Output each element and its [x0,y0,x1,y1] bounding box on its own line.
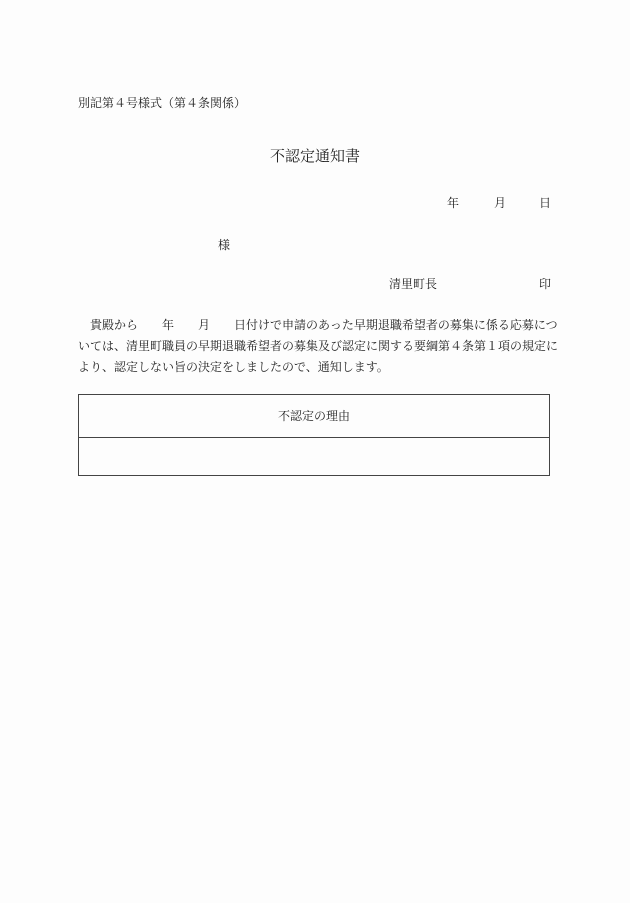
addressee-honorific: 様 [218,238,231,252]
date-year-label: 年 [447,196,460,210]
notice-body-line: より、認定しない旨の決定をしましたので、通知します。 [78,360,389,374]
reason-table-content [79,438,549,475]
sender-name: 清里町長 [389,277,438,291]
notice-body [78,315,558,378]
reason-table-header: 不認定の理由 [79,395,549,438]
date-month-label: 月 [494,196,507,210]
notice-body-line: いては、清里町職員の早期退職希望者の募集及び認定に関する要綱第４条第１項の規定に [78,339,559,353]
form-number: 別記第４号様式（第４条関係） [78,96,247,110]
notice-body-line: 貴殿から 年 月 日付けで申請のあった早期退職希望者の募集に係る応募につ [78,318,558,332]
document-title: 不認定通知書 [269,147,360,165]
date-day-label: 日 [539,196,552,210]
seal-label: 印 [539,277,552,291]
reason-table [78,394,550,476]
